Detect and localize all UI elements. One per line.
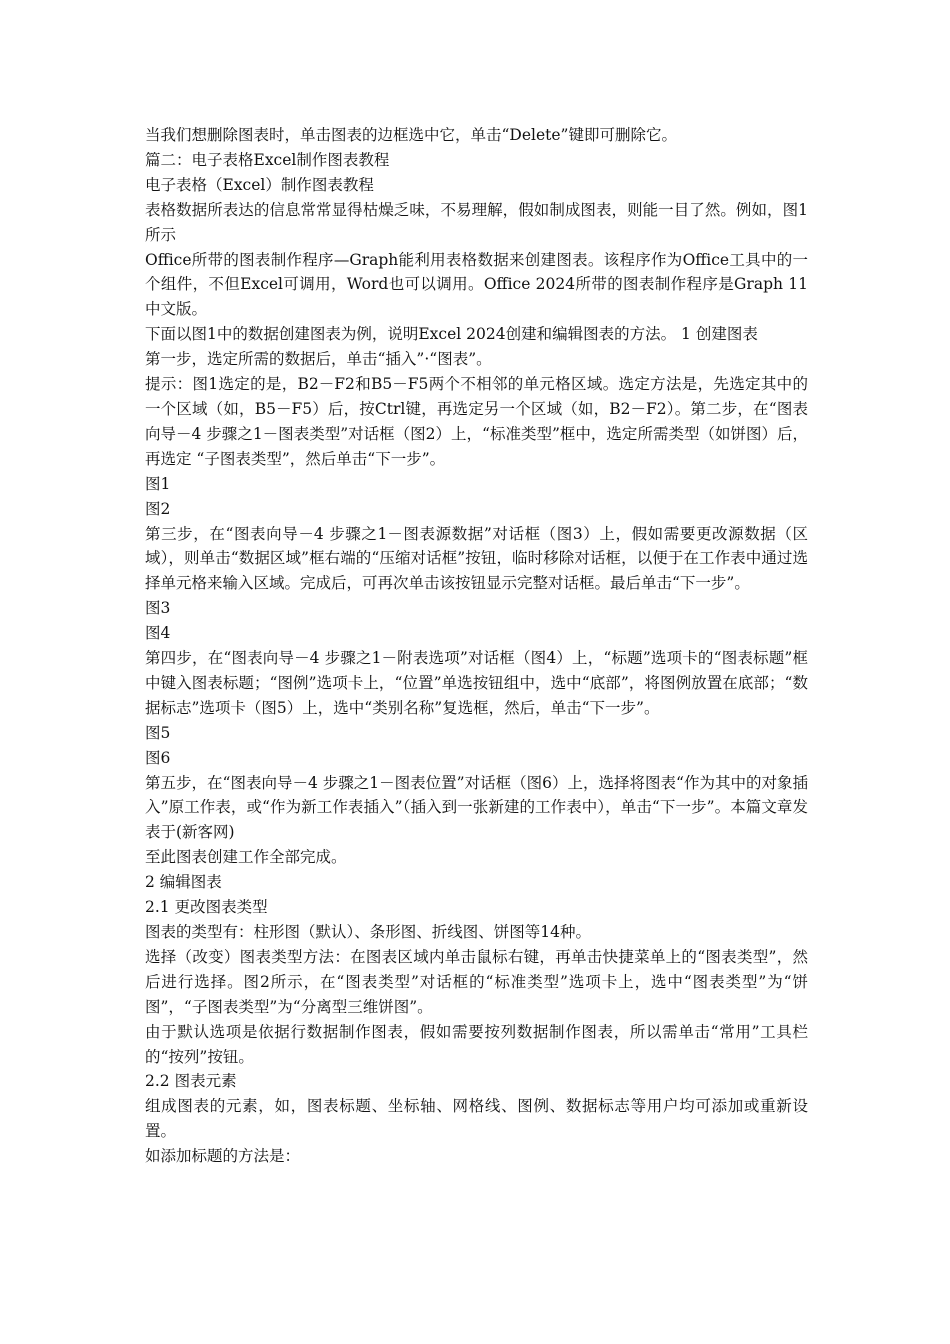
- figure-caption: 图4: [145, 624, 171, 643]
- article-title: 电子表格（Excel）制作图表教程: [145, 175, 374, 194]
- subsection-heading: 2.1 更改图表类型: [145, 898, 268, 917]
- section-heading: 2 编辑图表: [145, 873, 222, 892]
- figure-caption: 图1: [145, 474, 171, 493]
- section-heading: 篇二：电子表格Excel制作图表教程: [145, 150, 390, 169]
- paragraph: 第五步，在“图表向导－4 步骤之1－图表位置”对话框（图6）上，选择将图表“作为其中的对象插入”原工作表，或“作为新工作表插入”（插入到一张新建的工作表中），单击“下一步”。本篇文章发表于(新客网): [145, 773, 808, 842]
- figure-caption: 图6: [145, 748, 171, 767]
- paragraph: 表格数据所表达的信息常常显得枯燥乏味，不易理解，假如制成图表，则能一目了然。例如，图1所示: [145, 200, 808, 244]
- paragraph: 第三步，在“图表向导－4 步骤之1－图表源数据”对话框（图3）上，假如需要更改源数据（区域），则单击“数据区域”框右端的“压缩对话框”按钮，临时移除对话框，以便于在工作表中通过选择单元格来输入区域。完成后，可再次单击该按钮显示完整对话框。最后单击“下一步”。: [145, 524, 808, 593]
- paragraph: Office所带的图表制作程序—Graph能利用表格数据来创建图表。该程序作为Office工具中的一个组件，不但Excel可调用，Word也可以调用。Office 2024所带的图表制作程序是Graph 11中文版。: [145, 250, 808, 319]
- figure-caption: 图2: [145, 499, 171, 518]
- paragraph: 第一步，选定所需的数据后，单击“插入”·“图表”。: [145, 350, 492, 369]
- document-body: [145, 123, 808, 1169]
- paragraph: 图表的类型有：柱形图（默认）、条形图、折线图、饼图等14种。: [145, 923, 591, 941]
- paragraph: 提示：图1选定的是，B2－F2和B5－F5两个不相邻的单元格区域。选定方法是，先选定其中的一个区域（如，B5－F5）后，按Ctrl键，再选定另一个区域（如，B2－F2）。第二步，在“图表向导－4 步骤之1－图表类型”对话框（图2）上，“标准类型”框中，选定所需类型（如饼图）后，再选定 “子图表类型”，然后单击“下一步”。: [145, 375, 808, 468]
- figure-caption: 图5: [145, 723, 171, 742]
- paragraph: 第四步，在“图表向导－4 步骤之1－附表选项”对话框（图4）上，“标题”选项卡的“图表标题”框中键入图表标题；“图例”选项卡上，“位置”单选按钮组中，选中“底部”，将图例放置在底部；“数据标志”选项卡（图5）上，选中“类别名称”复选框，然后，单击“下一步”。: [145, 649, 808, 717]
- paragraph: 下面以图1中的数据创建图表为例，说明Excel 2024创建和编辑图表的方法。 1 创建图表: [145, 325, 758, 344]
- paragraph: 当我们想删除图表时，单击图表的边框选中它，单击“Delete”键即可删除它。: [145, 126, 677, 144]
- paragraph: 组成图表的元素，如，图表标题、坐标轴、网格线、图例、数据标志等用户均可添加或重新设置。: [145, 1097, 808, 1141]
- subsection-heading: 2.2 图表元素: [145, 1072, 237, 1091]
- paragraph: 由于默认选项是依据行数据制作图表，假如需要按列数据制作图表，所以需单击“常用”工具栏的“按列”按钮。: [145, 1022, 808, 1066]
- paragraph: 选择（改变）图表类型方法：在图表区域内单击鼠标右键，再单击快捷菜单上的“图表类型”，然后进行选择。图2所示，在“图表类型”对话框的“标准类型”选项卡上，选中“图表类型”为“饼图”，“子图表类型”为“分离型三维饼图”。: [145, 947, 808, 1016]
- paragraph: 至此图表创建工作全部完成。: [145, 848, 347, 867]
- figure-caption: 图3: [145, 599, 171, 618]
- paragraph: 如添加标题的方法是：: [145, 1147, 301, 1166]
